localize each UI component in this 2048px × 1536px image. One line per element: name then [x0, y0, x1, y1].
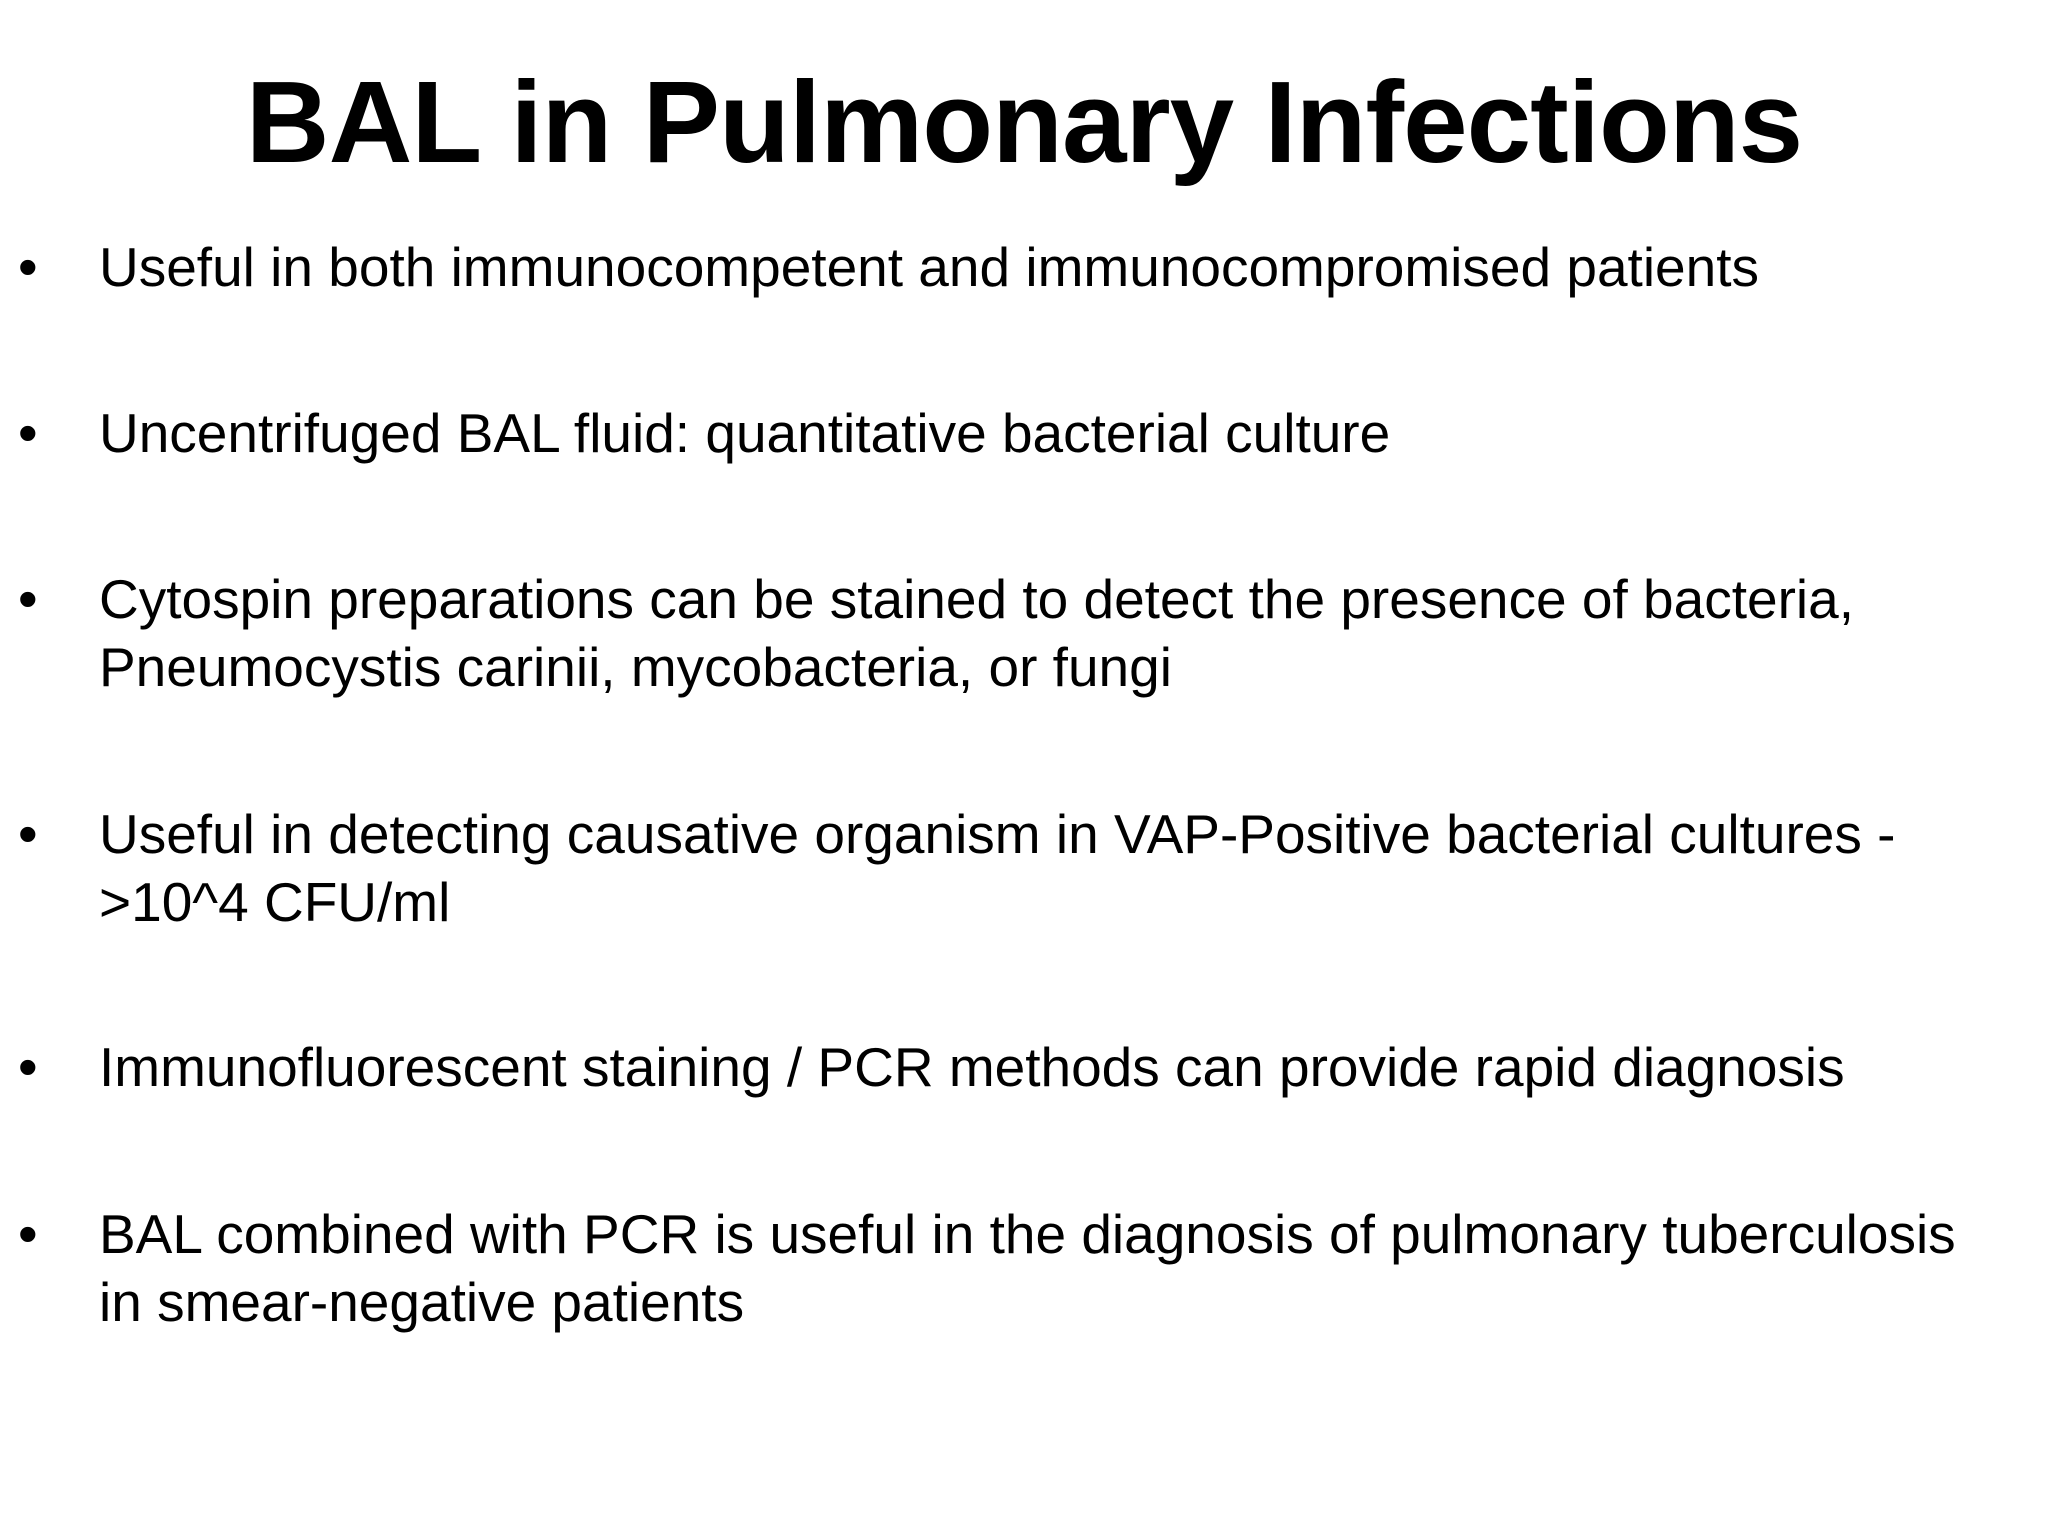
bullet-dot-icon: •: [18, 1202, 38, 1265]
bullet-text: [99, 1033, 2039, 1101]
bullet-line: Uncentrifuged BAL fluid: quantitative bacterial culture: [99, 402, 1391, 464]
bullet-line: BAL combined with PCR is useful in the diagnosis of pulmonary tuberculosis: [99, 1203, 1956, 1265]
bullet-line: in smear-negative patients: [99, 1271, 745, 1333]
bullet-line: >10^4 CFU/ml: [99, 871, 451, 933]
bullet-dot-icon: •: [18, 235, 38, 298]
bullet-text: [99, 233, 2039, 301]
bullet-line: Immunofluorescent staining / PCR methods can provide rapid diagnosis: [99, 1036, 1845, 1098]
bullet-line: Useful in both immunocompetent and immunocompromised patients: [99, 236, 1759, 298]
bullet-dot-icon: •: [18, 802, 38, 865]
bullet-line: Useful in detecting causative organism in VAP-Positive bacterial cultures -: [99, 803, 1896, 865]
bullet-line: Pneumocystis carinii, mycobacteria, or fungi: [99, 636, 1172, 698]
bullet-dot-icon: •: [18, 401, 38, 464]
bullet-text: [99, 565, 2039, 701]
bullet-line: Cytospin preparations can be stained to detect the presence of bacteria,: [99, 568, 1854, 630]
slide-title: BAL in Pulmonary Infections: [245, 57, 1803, 187]
bullet-text: [99, 800, 2039, 936]
bullet-text: [99, 1200, 2039, 1336]
bullet-dot-icon: •: [18, 1035, 38, 1098]
bullet-text: [99, 399, 2039, 467]
bullet-dot-icon: •: [18, 567, 38, 630]
